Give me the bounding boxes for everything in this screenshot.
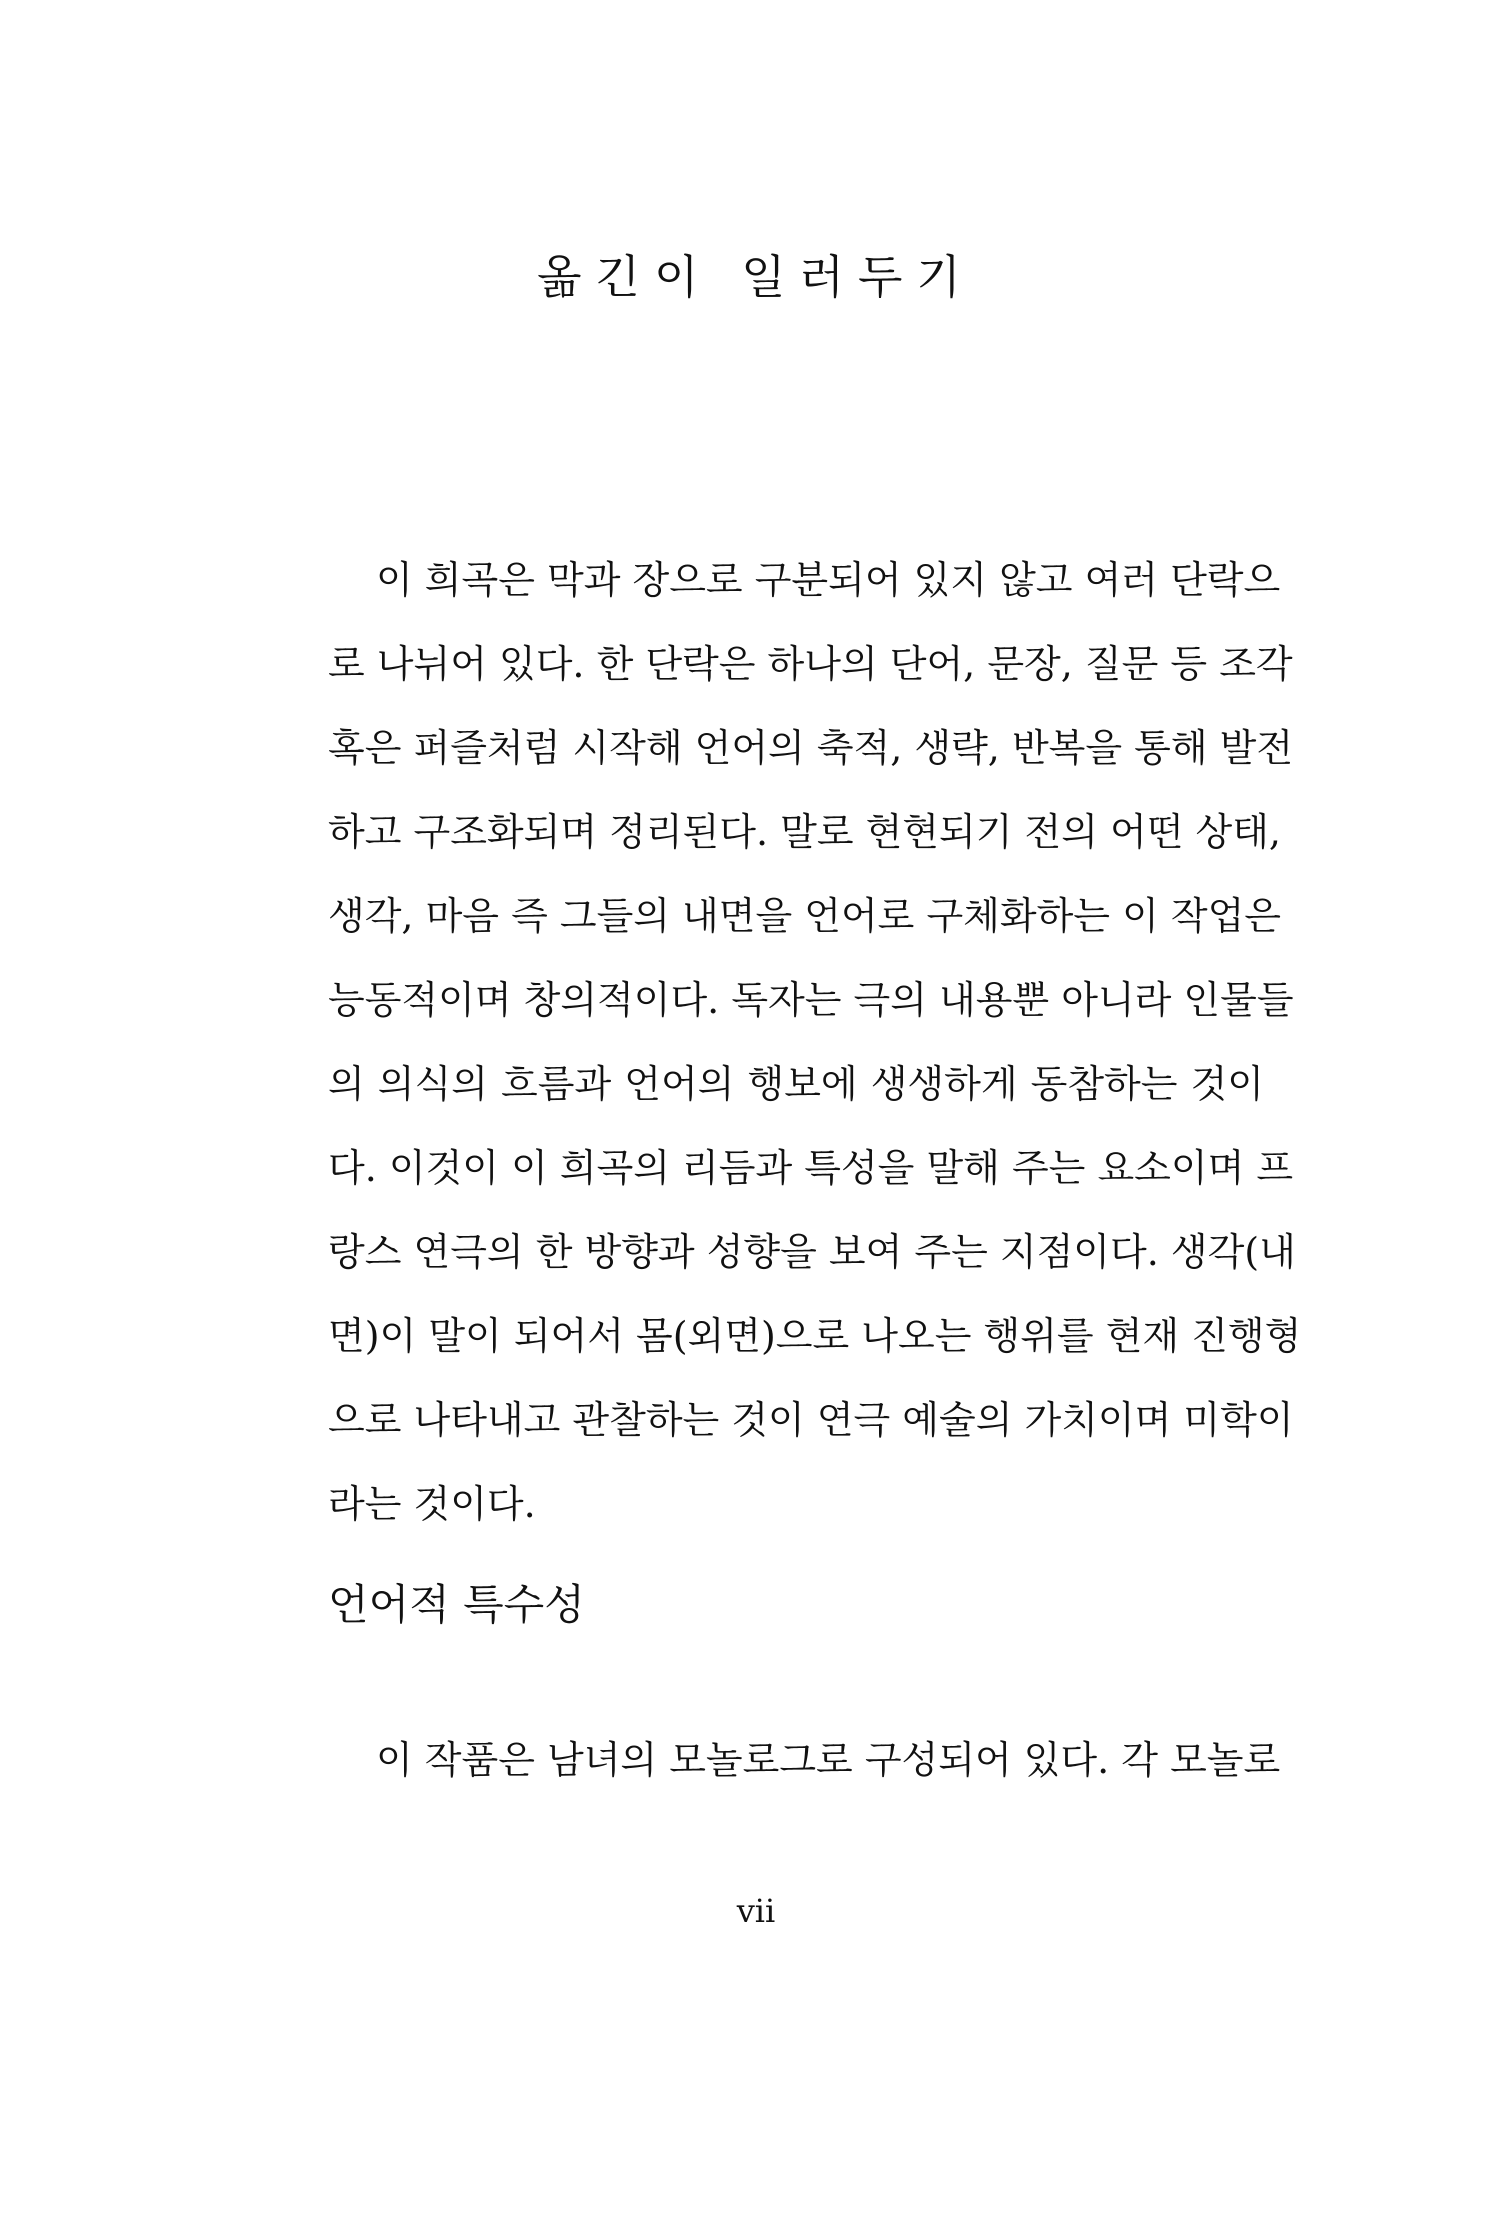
paragraph-line: 로 나뉘어 있다. 한 단락은 하나의 단어, 문장, 질문 등 조각 [328,642,1293,686]
second-paragraph [328,1718,1281,1802]
paragraph-line: 생각, 마음 즉 그들의 내면을 언어로 구체화하는 이 작업은 [328,894,1281,938]
paragraph-line: 라는 것이다. [328,1482,536,1526]
paragraph-line: 면)이 말이 되어서 몸(외면)으로 나오는 행위를 현재 진행형 [328,1314,1302,1358]
paragraph-line: 의 의식의 흐름과 언어의 행보에 생생하게 동참하는 것이 [328,1062,1264,1106]
paragraph-line: 으로 나타내고 관찰하는 것이 연극 예술의 가치이며 미학이 [328,1398,1294,1442]
paragraph-line: 혹은 퍼즐처럼 시작해 언어의 축적, 생략, 반복을 통해 발전 [328,726,1294,770]
paragraph-line: 능동적이며 창의적이다. 독자는 극의 내용뿐 아니라 인물들 [328,978,1294,1022]
paragraph-line: 이 희곡은 막과 장으로 구분되어 있지 않고 여러 단락으 [376,558,1281,602]
page-number: vii [736,1892,776,1930]
paragraph-line: 랑스 연극의 한 방향과 성향을 보여 주는 지점이다. 생각(내 [328,1230,1296,1274]
paragraph-line: 하고 구조화되며 정리된다. 말로 현현되기 전의 어떤 상태, [328,810,1281,854]
section-heading: 언어적 특수성 [328,1580,585,1629]
page-title: 옮긴이 일러두기 [537,250,975,304]
intro-paragraph [328,538,1302,1546]
paragraph-line: 다. 이것이 이 희곡의 리듬과 특성을 말해 주는 요소이며 프 [328,1146,1294,1190]
paragraph-line: 이 작품은 남녀의 모놀로그로 구성되어 있다. 각 모놀로 [376,1738,1281,1782]
